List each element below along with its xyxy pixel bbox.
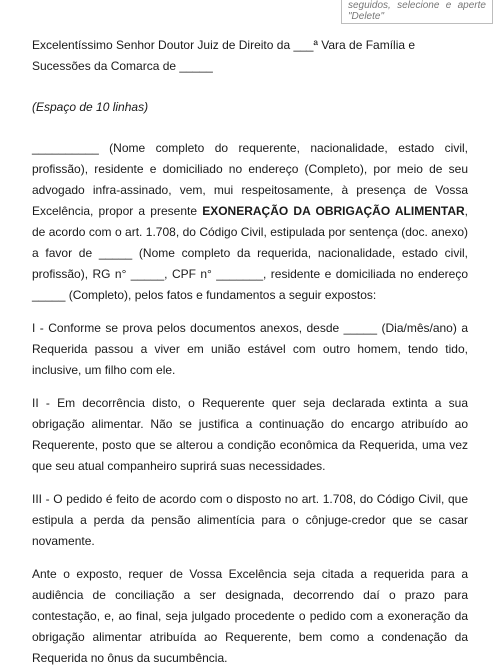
item-3-paragraph: III - O pedido é feito de acordo com o disposto no art. 1.708, do Código Civil, que estipula a perda da pensão alimentícia para o cônjuge-credor que se casar novamente. xyxy=(32,492,468,548)
hint-word: selecione xyxy=(397,0,440,11)
hint-word: seguidos, xyxy=(348,0,391,11)
hint-line-1 xyxy=(348,0,486,11)
instruction-hint-box xyxy=(341,0,493,24)
action-title: EXONERAÇÃO DA OBRIGAÇÃO ALIMENTAR xyxy=(202,204,465,218)
hint-word: aperte xyxy=(457,0,486,11)
item-1-paragraph: I - Conforme se prova pelos documentos anexos, desde _____ (Dia/mês/ano) a Requerida passou a viver em união estável com outro homem, tendo tido, inclusive, um filho com ele. xyxy=(32,321,468,377)
intro-text-end: , de acordo com o art. 1.708, do Código Civil, estipulada por sentença (doc. anexo) a favor de _____ (Nome completo da requerida, nacionalidade, estado civil, profissão), RG n° _____, CPF n° _______, residente e domiciliada no endereço _____ (Completo), pelos fatos e fundamentos a seguir expostos: xyxy=(32,204,469,302)
court-address: Excelentíssimo Senhor Doutor Juiz de Direito da ___ª Vara de Família e Sucessões da Comarca de _____ xyxy=(32,38,416,73)
hint-line-2: "Delete" xyxy=(348,11,385,22)
conclusion-paragraph: Ante o exposto, requer de Vossa Excelência seja citada a requerida para a audiência de conciliação a ser designada, decorrendo daí o prazo para contestação, e, ao final, seja julgado procedente o pedido com a exoneração da obrigação alimentar atribuída ao Requerente, bem como a condenação da Requerida no ônus da sucumbência. xyxy=(32,567,468,665)
item-2-paragraph: II - Em decorrência disto, o Requerente quer seja declarada extinta a sua obrigação alimentar. Não se justifica a continuação do encargo atribuído ao Requerente, posto que se alterou a condição econômica da Requerida, uma vez que seu atual companheiro suprirá suas necessidades. xyxy=(32,396,468,473)
intro-text-start: __________ (Nome completo do requerente, nacionalidade, estado civil, profissão), residente e domiciliado no endereço (Completo), por meio de seu advogado infra-assinado, vem, mui respeitosamente, à presença de Vossa Excelência, propor a presente xyxy=(32,141,468,218)
document-body xyxy=(32,35,468,669)
space-note: (Espaço de 10 linhas) xyxy=(32,100,149,114)
hint-word: e xyxy=(445,0,452,11)
intro-paragraph xyxy=(32,138,468,306)
